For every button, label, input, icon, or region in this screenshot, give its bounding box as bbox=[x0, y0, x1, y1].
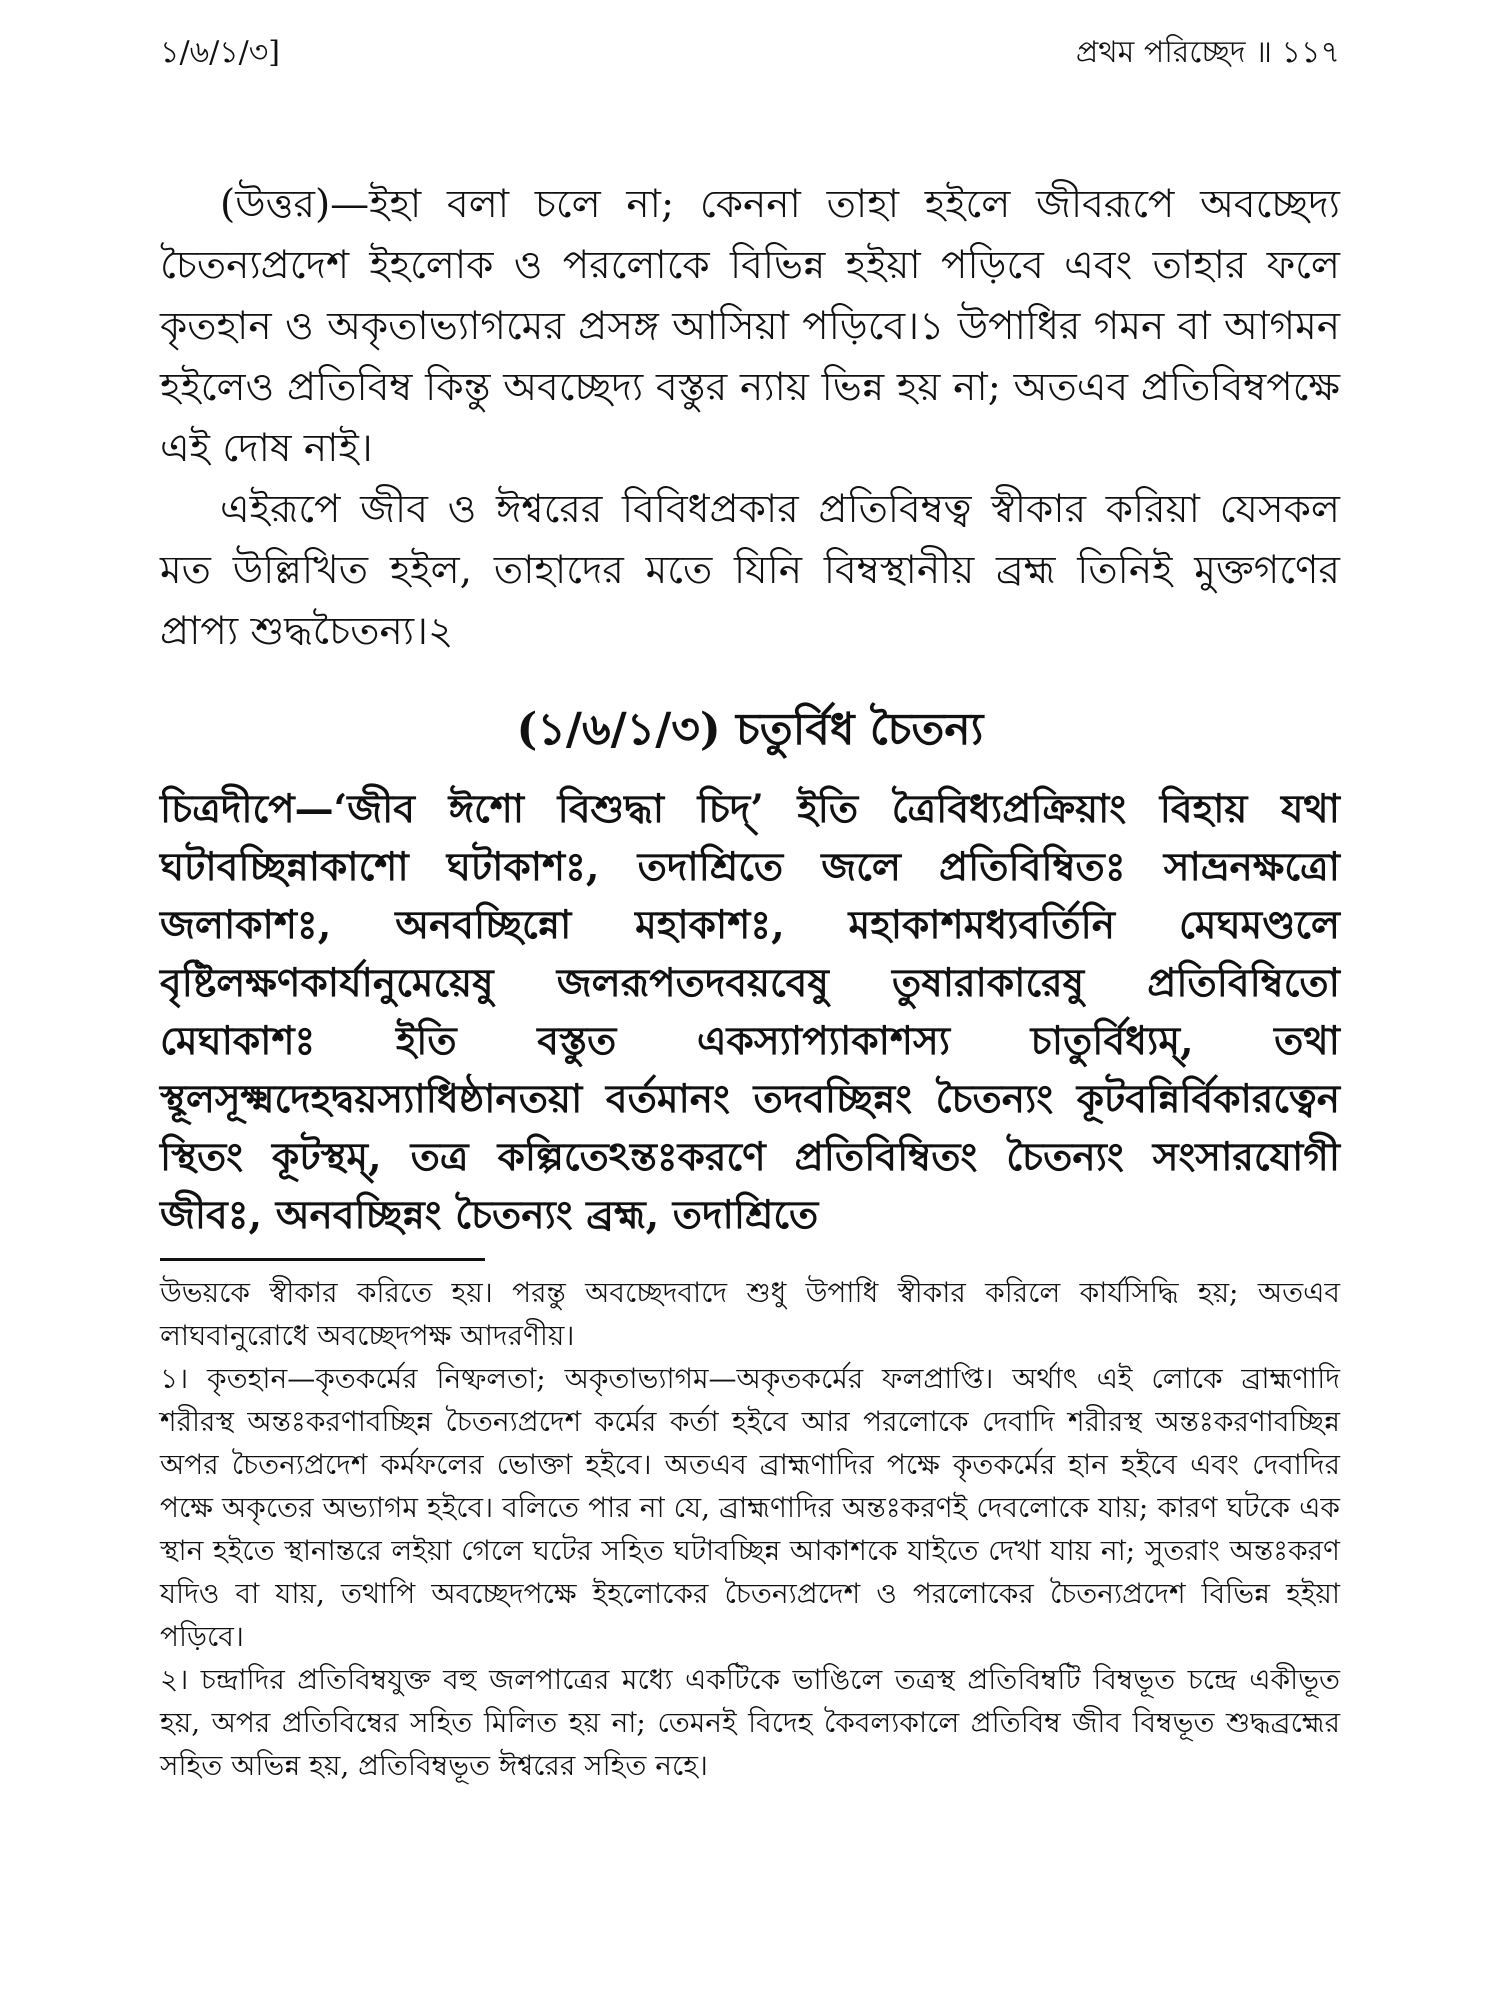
main-text bbox=[160, 174, 1340, 662]
section-heading: (১/৬/১/৩) চতুর্বিধ চৈতন্য bbox=[516, 704, 984, 755]
footnote-divider bbox=[160, 1258, 485, 1261]
header-section-ref: ১/৬/১/৩] bbox=[160, 35, 280, 70]
footnote-1: ১। কৃতহান—কৃতকর্মের নিষ্ফলতা; অকৃতাভ্যাগম—অকৃতকর্মের ফলপ্রাপ্তি। অর্থাৎ এই লোকে ব্রাহ্মণাদি শরীরস্থ অন্তঃকরণাবচ্ছিন্ন চৈতন্যপ্রদেশ কর্মের কর্তা হইবে আর পরলোকে দেবাদি শরীরস্থ অন্তঃকরণাবচ্ছিন্ন অপর চৈতন্যপ্রদেশ কর্মফলের ভোক্তা হইবে। অতএব ব্রাহ্মণাদির পক্ষে কৃতকর্মের হান হইবে এবং দেবাদির পক্ষে অকৃতের অভ্যাগম হইবে। বলিতে পার না যে, ব্রাহ্মণাদির অন্তঃকরণই দেবলোকে যায়; কারণ ঘটকে এক স্থান হইতে স্থানান্তরে লইয়া গেলে ঘটের সহিত ঘটাবচ্ছিন্ন আকাশকে যাইতে দেখা যায় না; সুতরাং অন্তঃকরণ যদিও বা যায়, তথাপি অবচ্ছেদপক্ষে ইহলোকের চৈতন্যপ্রদেশ ও পরলোকের চৈতন্যপ্রদেশ বিভিন্ন হইয়া পড়িবে। bbox=[160, 1362, 1340, 1653]
footnote-2: ২। চন্দ্রাদির প্রতিবিম্বযুক্ত বহু জলপাত্রের মধ্যে একটিকে ভাঙিলে তত্রস্থ প্রতিবিম্বটি বিম্বভূত চন্দ্রে একীভূত হয়, অপর প্রতিবিম্বের সহিত মিলিত হয় না; তেমনই বিদেহ কৈবল্যকালে প্রতিবিম্ব জীব বিম্বভূত শুদ্ধব্রহ্মের সহিত অভিন্ন হয়, প্রতিবিম্বভূত ঈশ্বরের সহিত নহে। bbox=[160, 1663, 1340, 1782]
running-header bbox=[160, 28, 1340, 88]
footnote-continuation: উভয়কে স্বীকার করিতে হয়। পরন্তু অবচ্ছেদবাদে শুধু উপাধি স্বীকার করিলে কার্যসিদ্ধি হয়; অতএব লাঘবানুরোধে অবচ্ছেদপক্ষ আদরণীয়। bbox=[160, 1276, 1340, 1352]
footnotes bbox=[160, 1271, 1340, 1787]
paragraph-summary: এইরূপে জীব ও ঈশ্বরের বিবিধপ্রকার প্রতিবিম্বত্ব স্বীকার করিয়া যেসকল মত উল্লিখিত হইল, তাহাদের মতে যিনি বিম্বস্থানীয় ব্রহ্ম তিনিই মুক্তগণের প্রাপ্য শুদ্ধচৈতন্য।২ bbox=[160, 487, 1340, 654]
header-chapter-page: প্রথম পরিচ্ছেদ ॥ ১১৭ bbox=[1075, 35, 1340, 70]
paragraph-answer: (উত্তর)—ইহা বলা চলে না; কেননা তাহা হইলে জীবরূপে অবচ্ছেদ্য চৈতন্যপ্রদেশ ইহলোক ও পরলোকে বিভিন্ন হইয়া পড়িবে এবং তাহার ফলে কৃতহান ও অকৃতাভ্যাগমের প্রসঙ্গ আসিয়া পড়িবে।১ উপাধির গমন বা আগমন হইলেও প্রতিবিম্ব কিন্তু অবচ্ছেদ্য বস্তুর ন্যায় ভিন্ন হয় না; অতএব প্রতিবিম্বপক্ষে এই দোষ নাই। bbox=[160, 182, 1340, 471]
sanskrit-quotation: চিত্রদীপে—‘জীব ঈশো বিশুদ্ধা চিদ্’ ইতি ত্রৈবিধ্যপ্রক্রিয়াং বিহায় যথা ঘটাবচ্ছিন্নাকাশো ঘটাকাশঃ, তদাশ্রিতে জলে প্রতিবিম্বিতঃ সাভ্রনক্ষত্রো জলাকাশঃ, অনবচ্ছিন্নো মহাকাশঃ, মহাকাশমধ্যবর্তিনি মেঘমণ্ডলে বৃষ্টিলক্ষণকার্যানুমেয়েষু জলরূপতদবয়বেষু তুষারাকারেষু প্রতিবিম্বিতো মেঘাকাশঃ ইতি বস্তুত একস্যাপ্যাকাশস্য চাতুর্বিধ্যম্, তথা স্থূলসূক্ষ্মদেহদ্বয়স্যাধিষ্ঠানতয়া বর্তমানং তদবচ্ছিন্নং চৈতন্যং কূটবন্নির্বিকারত্বেন স্থিতং কূটস্থম্, তত্র কল্পিতেঽন্তঃকরণে প্রতিবিম্বিতং চৈতন্যং সংসারযোগী জীবঃ, অনবচ্ছিন্নং চৈতন্যং ব্রহ্ম, তদাশ্রিতে bbox=[160, 786, 1340, 1238]
